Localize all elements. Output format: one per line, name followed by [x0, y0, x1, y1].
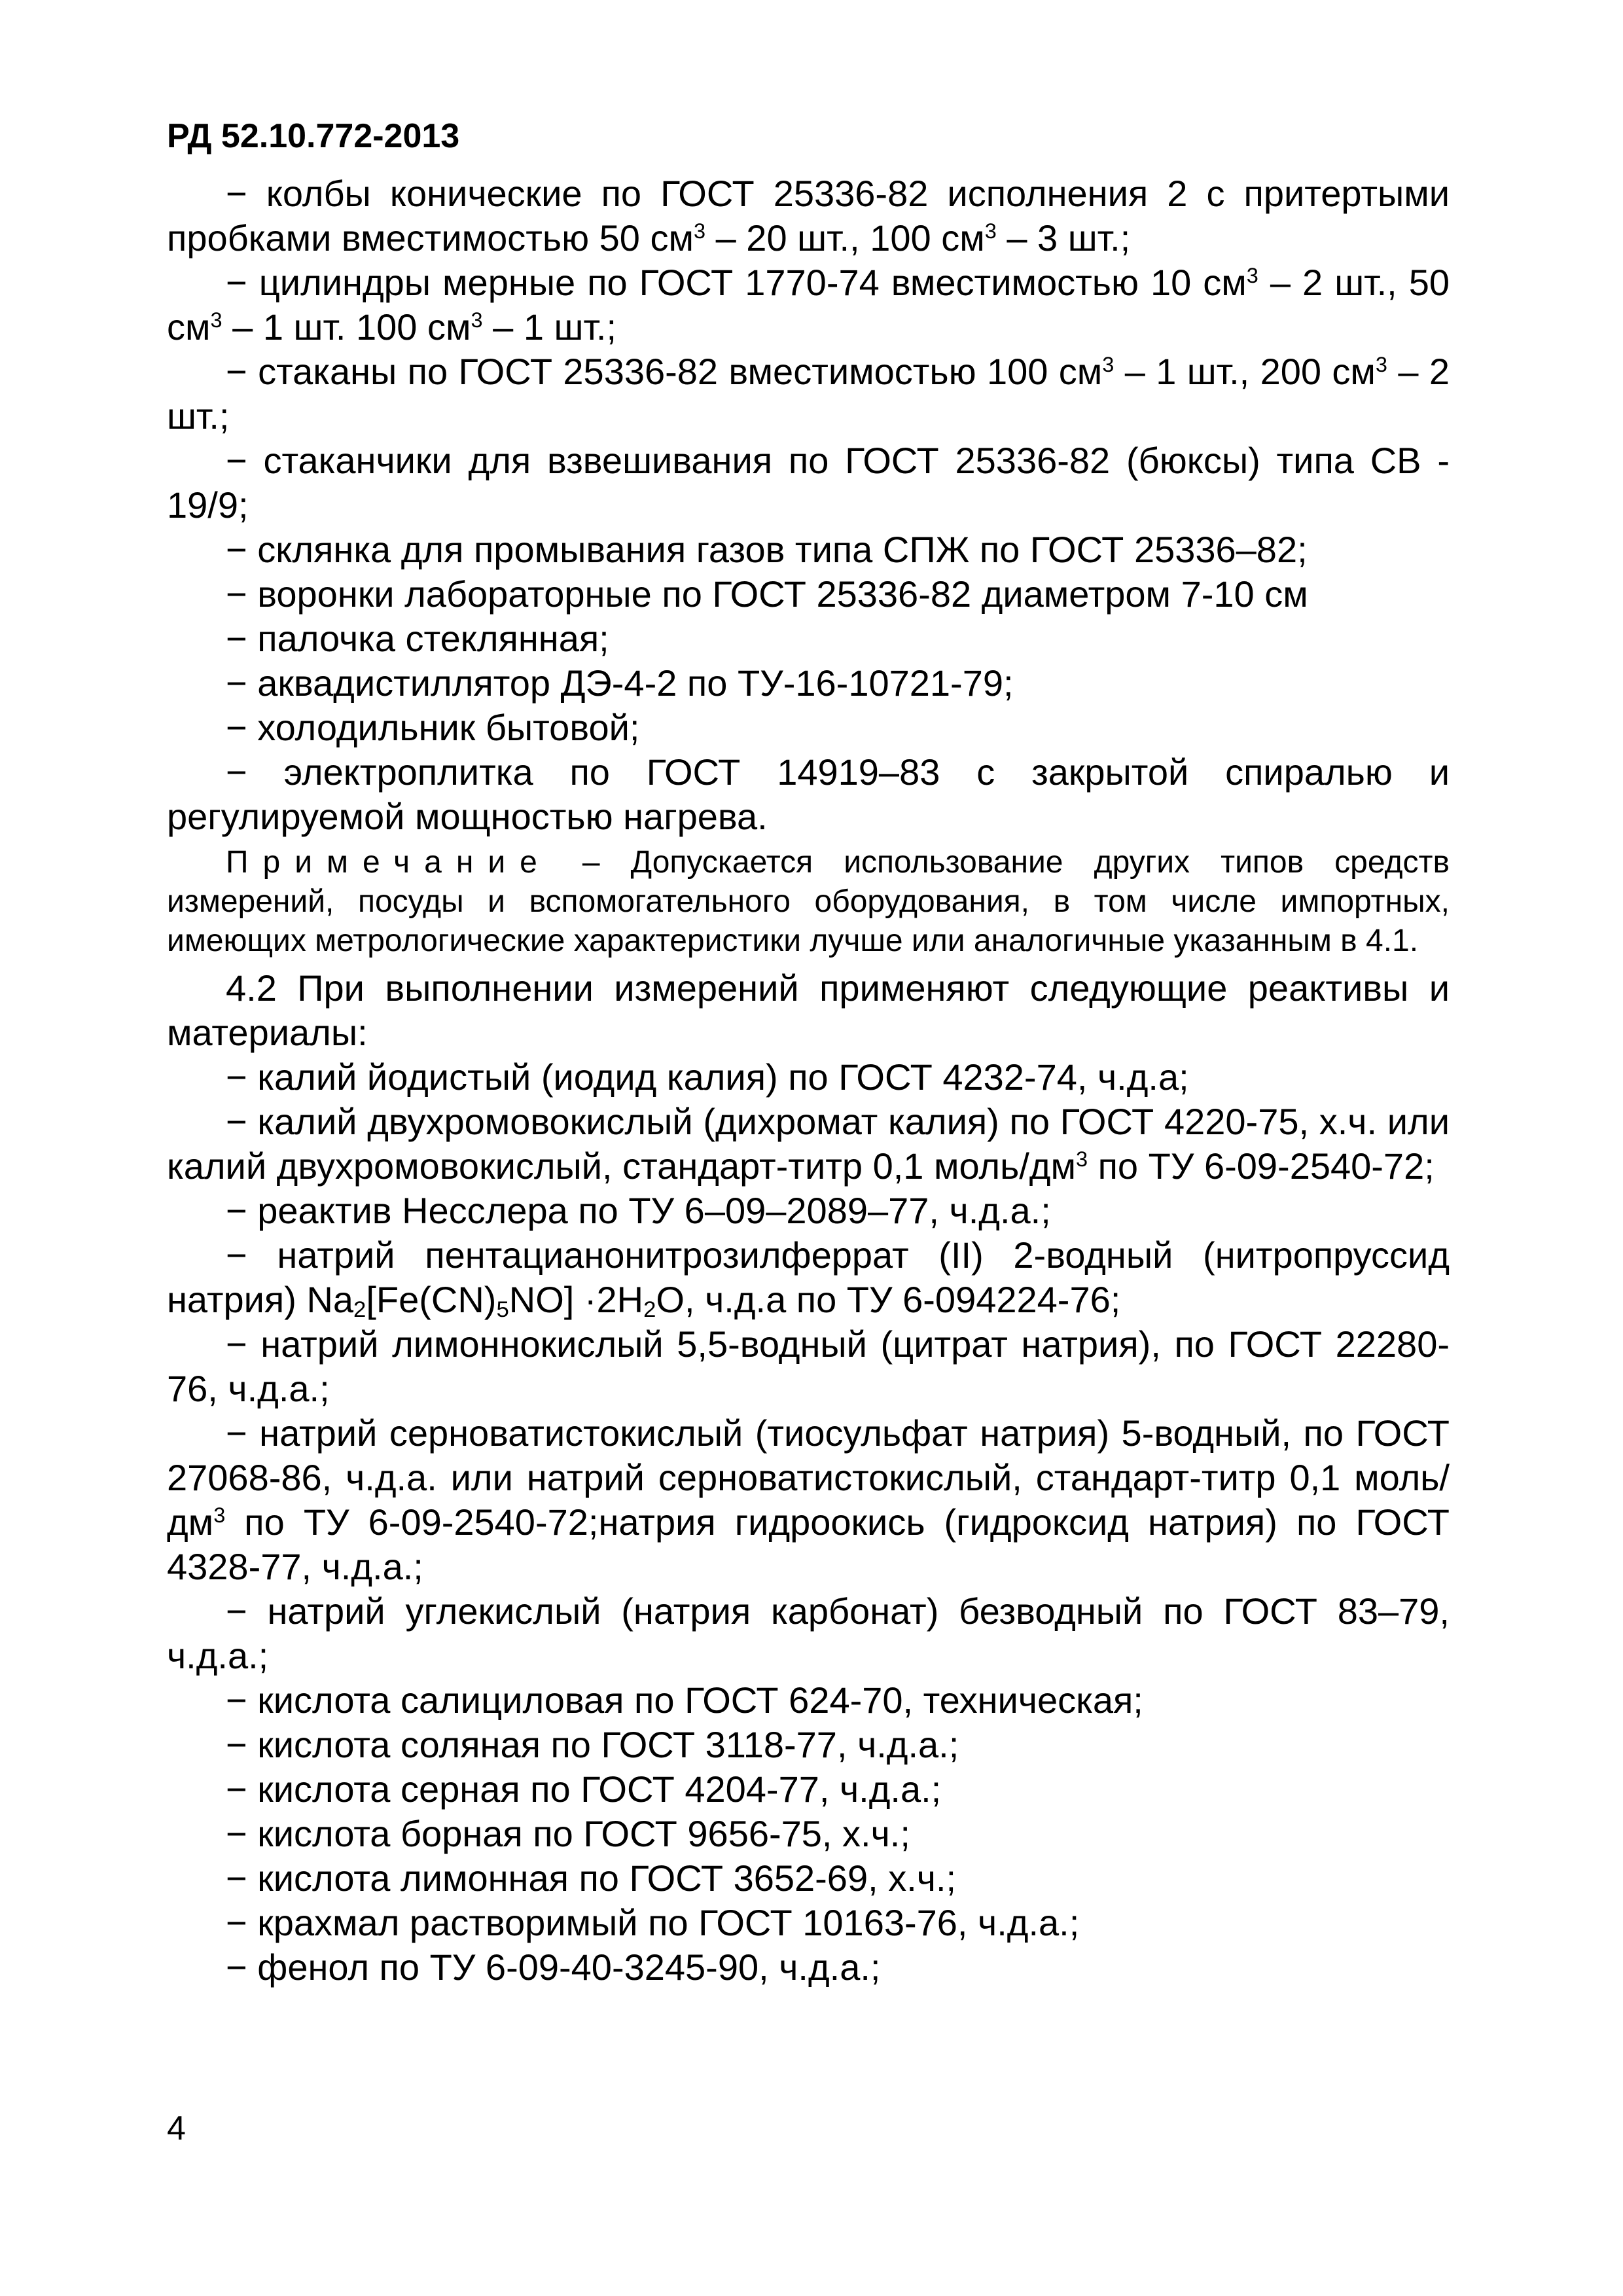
text-run: 4.2 При выполнении измерений применяют следующие реактивы и материалы:	[167, 967, 1450, 1053]
text-run: − натрий пентацианонитрозилферрат (II) 2-водный (нитропруссид натрия) Na	[167, 1234, 1450, 1320]
text-run: по ТУ 6-09-2540-72;натрия гидроокись (гидроксид натрия) по ГОСТ 4328-77, ч.д.а.;	[167, 1501, 1450, 1587]
reagent-item-4	[167, 1189, 1450, 1233]
equipment-item-1	[167, 171, 1450, 260]
text-run: − электроплитка по ГОСТ 14919–83 с закрытой спиралью и регулируемой мощностью нагрева.	[167, 751, 1450, 837]
equipment-item-2	[167, 260, 1450, 350]
reagent-item-14	[167, 1901, 1450, 1945]
reagent-item-7	[167, 1411, 1450, 1589]
text-run: − аквадистиллятор ДЭ-4-2 по ТУ-16-10721-79;	[226, 662, 1014, 704]
equipment-item-10	[167, 750, 1450, 839]
page-number: 4	[167, 2109, 186, 2147]
document-body	[167, 171, 1450, 1990]
superscript: 3	[984, 219, 997, 243]
text-run: − фенол по ТУ 6-09-40-3245-90, ч.д.а.;	[226, 1946, 881, 1988]
text-run: – 2 шт.;	[167, 351, 1450, 437]
text-run: − кислота борная по ГОСТ 9656-75, х.ч.;	[226, 1813, 910, 1854]
superscript: 3	[213, 1503, 226, 1528]
text-run: − кислота серная по ГОСТ 4204-77, ч.д.а.;	[226, 1768, 942, 1810]
reagent-item-9	[167, 1678, 1450, 1723]
subscript: 2	[643, 1297, 656, 1322]
reagent-item-15	[167, 1945, 1450, 1990]
text-run: − натрий серноватистокислый (тиосульфат натрия) 5-водный, по ГОСТ 27068-86, ч.д.а. или натрий серноватистокислый, стандарт-титр 0,1 моль/дм	[167, 1412, 1450, 1543]
text-run: − крахмал растворимый по ГОСТ 10163-76, ч.д.а.;	[226, 1902, 1080, 1943]
text-run: − стаканчики для взвешивания по ГОСТ 25336-82 (бюксы) типа СВ - 19/9;	[167, 440, 1450, 526]
subscript: 5	[496, 1297, 509, 1322]
reagent-item-8	[167, 1589, 1450, 1678]
note-text: – Допускается использование других типов средств измерений, посуды и вспомогательного оборудования, в том числе импортных, имеющих метрологические характеристики лучше или аналогичные указанным в 4.1.	[167, 845, 1450, 958]
text-run: − натрий лимоннокислый 5,5-водный (цитрат натрия), по ГОСТ 22280-76, ч.д.а.;	[167, 1323, 1450, 1409]
note-paragraph	[167, 843, 1450, 961]
text-run: − склянка для промывания газов типа СПЖ по ГОСТ 25336–82;	[226, 529, 1308, 570]
text-run: – 2 шт., 50 см	[167, 262, 1450, 348]
equipment-item-9	[167, 706, 1450, 750]
superscript: 3	[1375, 353, 1387, 377]
document-code: РД 52.10.772-2013	[167, 117, 460, 155]
equipment-item-7	[167, 617, 1450, 661]
reagent-item-10	[167, 1723, 1450, 1767]
text-run: – 20 шт., 100 см	[705, 217, 985, 259]
text-run: – 1 шт., 200 см	[1114, 351, 1376, 392]
superscript: 3	[1102, 353, 1115, 377]
text-run: − калий двухромовокислый (дихромат калия) по ГОСТ 4220-75, х.ч. или калий двухромовокислый, стандарт-титр 0,1 моль/дм	[167, 1101, 1450, 1187]
equipment-item-8	[167, 661, 1450, 706]
text-run: − кислота лимонная по ГОСТ 3652-69, х.ч.;	[226, 1857, 957, 1899]
equipment-item-4	[167, 439, 1450, 528]
text-run: по ТУ 6-09-2540-72;	[1088, 1145, 1435, 1187]
text-run: – 3 шт.;	[996, 217, 1131, 259]
reagent-item-1	[167, 966, 1450, 1055]
equipment-item-3	[167, 350, 1450, 439]
text-run: NO] ·2H	[508, 1279, 644, 1320]
text-run: − воронки лабораторные по ГОСТ 25336-82 диаметром 7-10 см	[226, 573, 1308, 615]
reagent-item-6	[167, 1322, 1450, 1411]
superscript: 3	[471, 308, 483, 332]
text-run: − реактив Несслера по ТУ 6–09–2089–77, ч.д.а.;	[226, 1190, 1051, 1231]
reagents-list	[167, 966, 1450, 1990]
equipment-list	[167, 171, 1450, 839]
reagent-item-5	[167, 1233, 1450, 1322]
superscript: 3	[1246, 264, 1258, 288]
text-run: [Fe(CN)	[366, 1279, 497, 1320]
text-run: − калий йодистый (иодид калия) по ГОСТ 4232-74, ч.д.а;	[226, 1056, 1189, 1098]
subscript: 2	[353, 1297, 366, 1322]
equipment-item-5	[167, 528, 1450, 572]
equipment-item-6	[167, 572, 1450, 617]
text-run: – 1 шт. 100 см	[222, 306, 471, 348]
reagent-item-11	[167, 1767, 1450, 1812]
text-run: − кислота соляная по ГОСТ 3118-77, ч.д.а.;	[226, 1724, 959, 1765]
text-run: − натрий углекислый (натрия карбонат) безводный по ГОСТ 83–79, ч.д.а.;	[167, 1590, 1450, 1676]
note-label: Примечание	[226, 845, 552, 880]
text-run: − кислота салициловая по ГОСТ 624-70, техническая;	[226, 1679, 1143, 1721]
reagent-item-3	[167, 1100, 1450, 1189]
superscript: 3	[210, 308, 223, 332]
text-run: − палочка стеклянная;	[226, 618, 609, 659]
superscript: 3	[693, 219, 706, 243]
text-run: − цилиндры мерные по ГОСТ 1770-74 вместимостью 10 см	[226, 262, 1247, 303]
text-run: – 1 шт.;	[482, 306, 617, 348]
text-run: O, ч.д.а по ТУ 6-094224-76;	[656, 1279, 1121, 1320]
reagent-item-2	[167, 1055, 1450, 1100]
reagent-item-12	[167, 1812, 1450, 1856]
text-run: − холодильник бытовой;	[226, 707, 640, 748]
text-run: − стаканы по ГОСТ 25336-82 вместимостью 100 см	[226, 351, 1103, 392]
text-run: − колбы конические по ГОСТ 25336-82 исполнения 2 с притертыми пробками вместимостью 50 см	[167, 173, 1450, 259]
reagent-item-13	[167, 1856, 1450, 1901]
superscript: 3	[1075, 1147, 1088, 1172]
